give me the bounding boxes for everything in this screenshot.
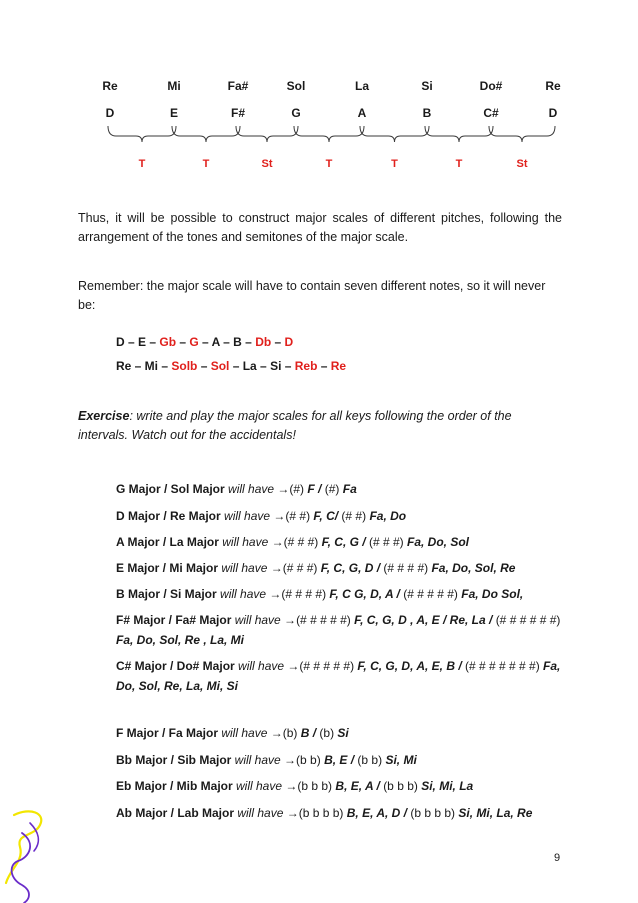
scale-sym2: (# # # # #) — [403, 587, 458, 601]
scale-arrow: → — [283, 806, 299, 820]
top-note: Sol — [286, 79, 306, 93]
scale-arrow: → — [280, 613, 297, 627]
scale-name: D Major / Re Major — [116, 509, 221, 523]
scale-acc2: Si — [334, 726, 349, 740]
scale-arrow: → — [270, 509, 286, 523]
interval-brace — [425, 126, 493, 142]
interval-brace — [172, 126, 240, 142]
scale-acc2: Si, Mi, La — [417, 779, 474, 793]
scale-sym1: (b b b b) — [298, 806, 344, 820]
top-note: Re — [102, 79, 118, 93]
scale-entry — [116, 506, 562, 526]
scale-sym1: (# #) — [285, 509, 311, 523]
decorative-squiggle-icon — [0, 803, 60, 903]
scale-wh: will have — [234, 806, 284, 820]
scale-entry — [116, 558, 562, 578]
scale-entry — [116, 723, 562, 743]
scale-entry — [116, 750, 562, 770]
scale-entry — [116, 479, 562, 499]
bottom-note: F# — [230, 106, 245, 120]
scale-acc1: F, C, G / — [318, 535, 369, 549]
scale-sym2: (b b b b) — [410, 806, 456, 820]
scale-sym2: (b b b) — [383, 779, 418, 793]
scale-wh: will have — [234, 659, 285, 673]
scale-acc2: Fa, Do — [366, 509, 407, 523]
scale-arrow: → — [280, 753, 297, 767]
scale-wh: will have — [231, 753, 281, 767]
interval-brace — [236, 126, 298, 142]
scale-sym1: (b b) — [296, 753, 321, 767]
scale-acc1: B / — [297, 726, 320, 740]
top-note: Si — [421, 79, 433, 93]
scale-arrow: → — [284, 659, 300, 673]
interval-label: T — [138, 158, 146, 170]
interval-label: St — [261, 158, 273, 170]
scale-sym2: (b b) — [357, 753, 383, 767]
scale-sym1: (# # # # #) — [299, 659, 355, 673]
bottom-note: D — [548, 106, 558, 120]
scale-sym1: (b b b) — [297, 779, 333, 793]
scale-wh: will have — [218, 535, 269, 549]
scale-sym2: (# # # # # #) — [495, 613, 561, 627]
scale-entry — [116, 610, 562, 650]
interval-brace — [294, 126, 364, 142]
scale-acc1: F, C/ — [310, 509, 342, 523]
scale-name: G Major / Sol Major — [116, 482, 225, 496]
scale-acc1: B, E, A, D / — [343, 806, 411, 820]
scale-sym2: (#) — [324, 482, 340, 496]
top-note: Do# — [479, 79, 503, 93]
scale-arrow: → — [268, 535, 284, 549]
scale-entry — [116, 584, 562, 604]
exercise-paragraph — [78, 407, 562, 445]
page-number: 9 — [554, 852, 561, 864]
top-note: Fa# — [227, 79, 249, 93]
invalid-scale-solfege: Re – Mi – Solb – Sol – La – Si – Reb – Re — [116, 359, 347, 373]
scale-acc1: F, C G, D, A / — [326, 587, 404, 601]
interval-label: T — [391, 158, 398, 170]
scale-wh: will have — [216, 587, 267, 601]
scale-entry — [116, 532, 562, 552]
interval-label: T — [325, 158, 333, 170]
bottom-note: D — [105, 106, 115, 120]
scale-name: Bb Major / Sib Major — [116, 753, 232, 767]
scale-acc1: F, C, G, D, A, E, B / — [354, 659, 465, 673]
interval-brace — [489, 126, 555, 142]
bottom-note: C# — [483, 106, 499, 120]
scale-name: Eb Major / Mib Major — [116, 779, 233, 793]
scale-sym2: (# #) — [341, 509, 367, 523]
scale-sym2: (b) — [319, 726, 335, 740]
scale-wh: will have — [224, 482, 275, 496]
scale-name: E Major / Mi Major — [116, 561, 219, 575]
scale-sym2: (# # # # # # #) — [465, 659, 540, 673]
scale-arrow: → — [267, 726, 283, 740]
scale-name: F# Major / Fa# Major — [116, 613, 232, 627]
exercise-text: : write and play the major scales for all keys following the order of the intervals. Watch out for the accidentals! — [78, 409, 512, 442]
scale-wh: will have — [231, 613, 281, 627]
interval-label: T — [202, 158, 210, 170]
bottom-note: A — [357, 106, 367, 120]
bottom-note: G — [291, 106, 301, 120]
scale-entry — [116, 803, 562, 823]
scale-wh: will have — [220, 509, 271, 523]
scale-wh: will have — [218, 726, 268, 740]
scale-acc2: Fa, Do, Sol, Re — [428, 561, 516, 575]
scale-acc1: F, C, G, D / — [317, 561, 384, 575]
interval-brace — [108, 126, 176, 142]
interval-label: St — [516, 158, 528, 170]
scale-sym1: (# # #) — [282, 561, 318, 575]
scale-entry — [116, 656, 562, 696]
scale-entry — [116, 776, 562, 796]
scale-wh: will have — [218, 561, 268, 575]
exercise-label: Exercise — [78, 409, 130, 423]
scale-name: A Major / La Major — [116, 535, 219, 549]
top-note: Mi — [167, 79, 181, 93]
scale-sym2: (# # #) — [368, 535, 404, 549]
scale-sym1: (# # # # #) — [296, 613, 351, 627]
interval-brace — [360, 126, 429, 142]
scale-name: F Major / Fa Major — [116, 726, 219, 740]
scale-sym1: (# # # #) — [281, 587, 327, 601]
scale-name: B Major / Si Major — [116, 587, 217, 601]
scale-name: Ab Major / Lab Major — [116, 806, 235, 820]
scale-name: C# Major / Do# Major — [116, 659, 235, 673]
top-note: La — [354, 79, 369, 93]
scale-acc2: Fa — [339, 482, 357, 496]
scale-acc2: Fa, Do, Sol, Re, La, Mi, Si — [116, 659, 561, 693]
scale-sym2: (# # # #) — [383, 561, 429, 575]
scale-acc2: Fa, Do, Sol, Re , La, Mi — [116, 633, 245, 647]
scale-wh: will have — [232, 779, 283, 793]
interval-label: T — [455, 158, 463, 170]
scale-arrow: → — [274, 482, 290, 496]
scale-sym1: (b) — [282, 726, 298, 740]
bottom-note: B — [422, 106, 432, 120]
scale-acc1: B, E / — [320, 753, 358, 767]
scale-arrow: → — [267, 561, 283, 575]
scale-acc1: B, E, A / — [332, 779, 384, 793]
scale-acc2: Si, Mi, La, Re — [455, 806, 533, 820]
scale-arrow: → — [282, 779, 298, 793]
scale-acc1: F, C, G, D , A, E / Re, La / — [350, 613, 496, 627]
scale-acc2: Fa, Do Sol, — [457, 587, 524, 601]
scale-sym1: (#) — [289, 482, 305, 496]
scale-arrow: → — [266, 587, 282, 601]
scale-acc1: F / — [304, 482, 325, 496]
scale-acc2: Fa, Do, Sol — [403, 535, 469, 549]
reminder-paragraph: Remember: the major scale will have to contain seven different notes, so it will never be: — [78, 279, 546, 312]
top-note: Re — [545, 79, 561, 93]
bottom-note: E — [169, 106, 178, 120]
scale-acc2: Si, Mi — [382, 753, 417, 767]
scale-sym1: (# # #) — [283, 535, 319, 549]
intro-paragraph: Thus, it will be possible to construct major scales of different pitches, following the arrangement of the tones and semitones of the major scale. — [78, 211, 562, 244]
invalid-scale-letters: D – E – Gb – G – A – B – Db – D — [116, 335, 294, 349]
